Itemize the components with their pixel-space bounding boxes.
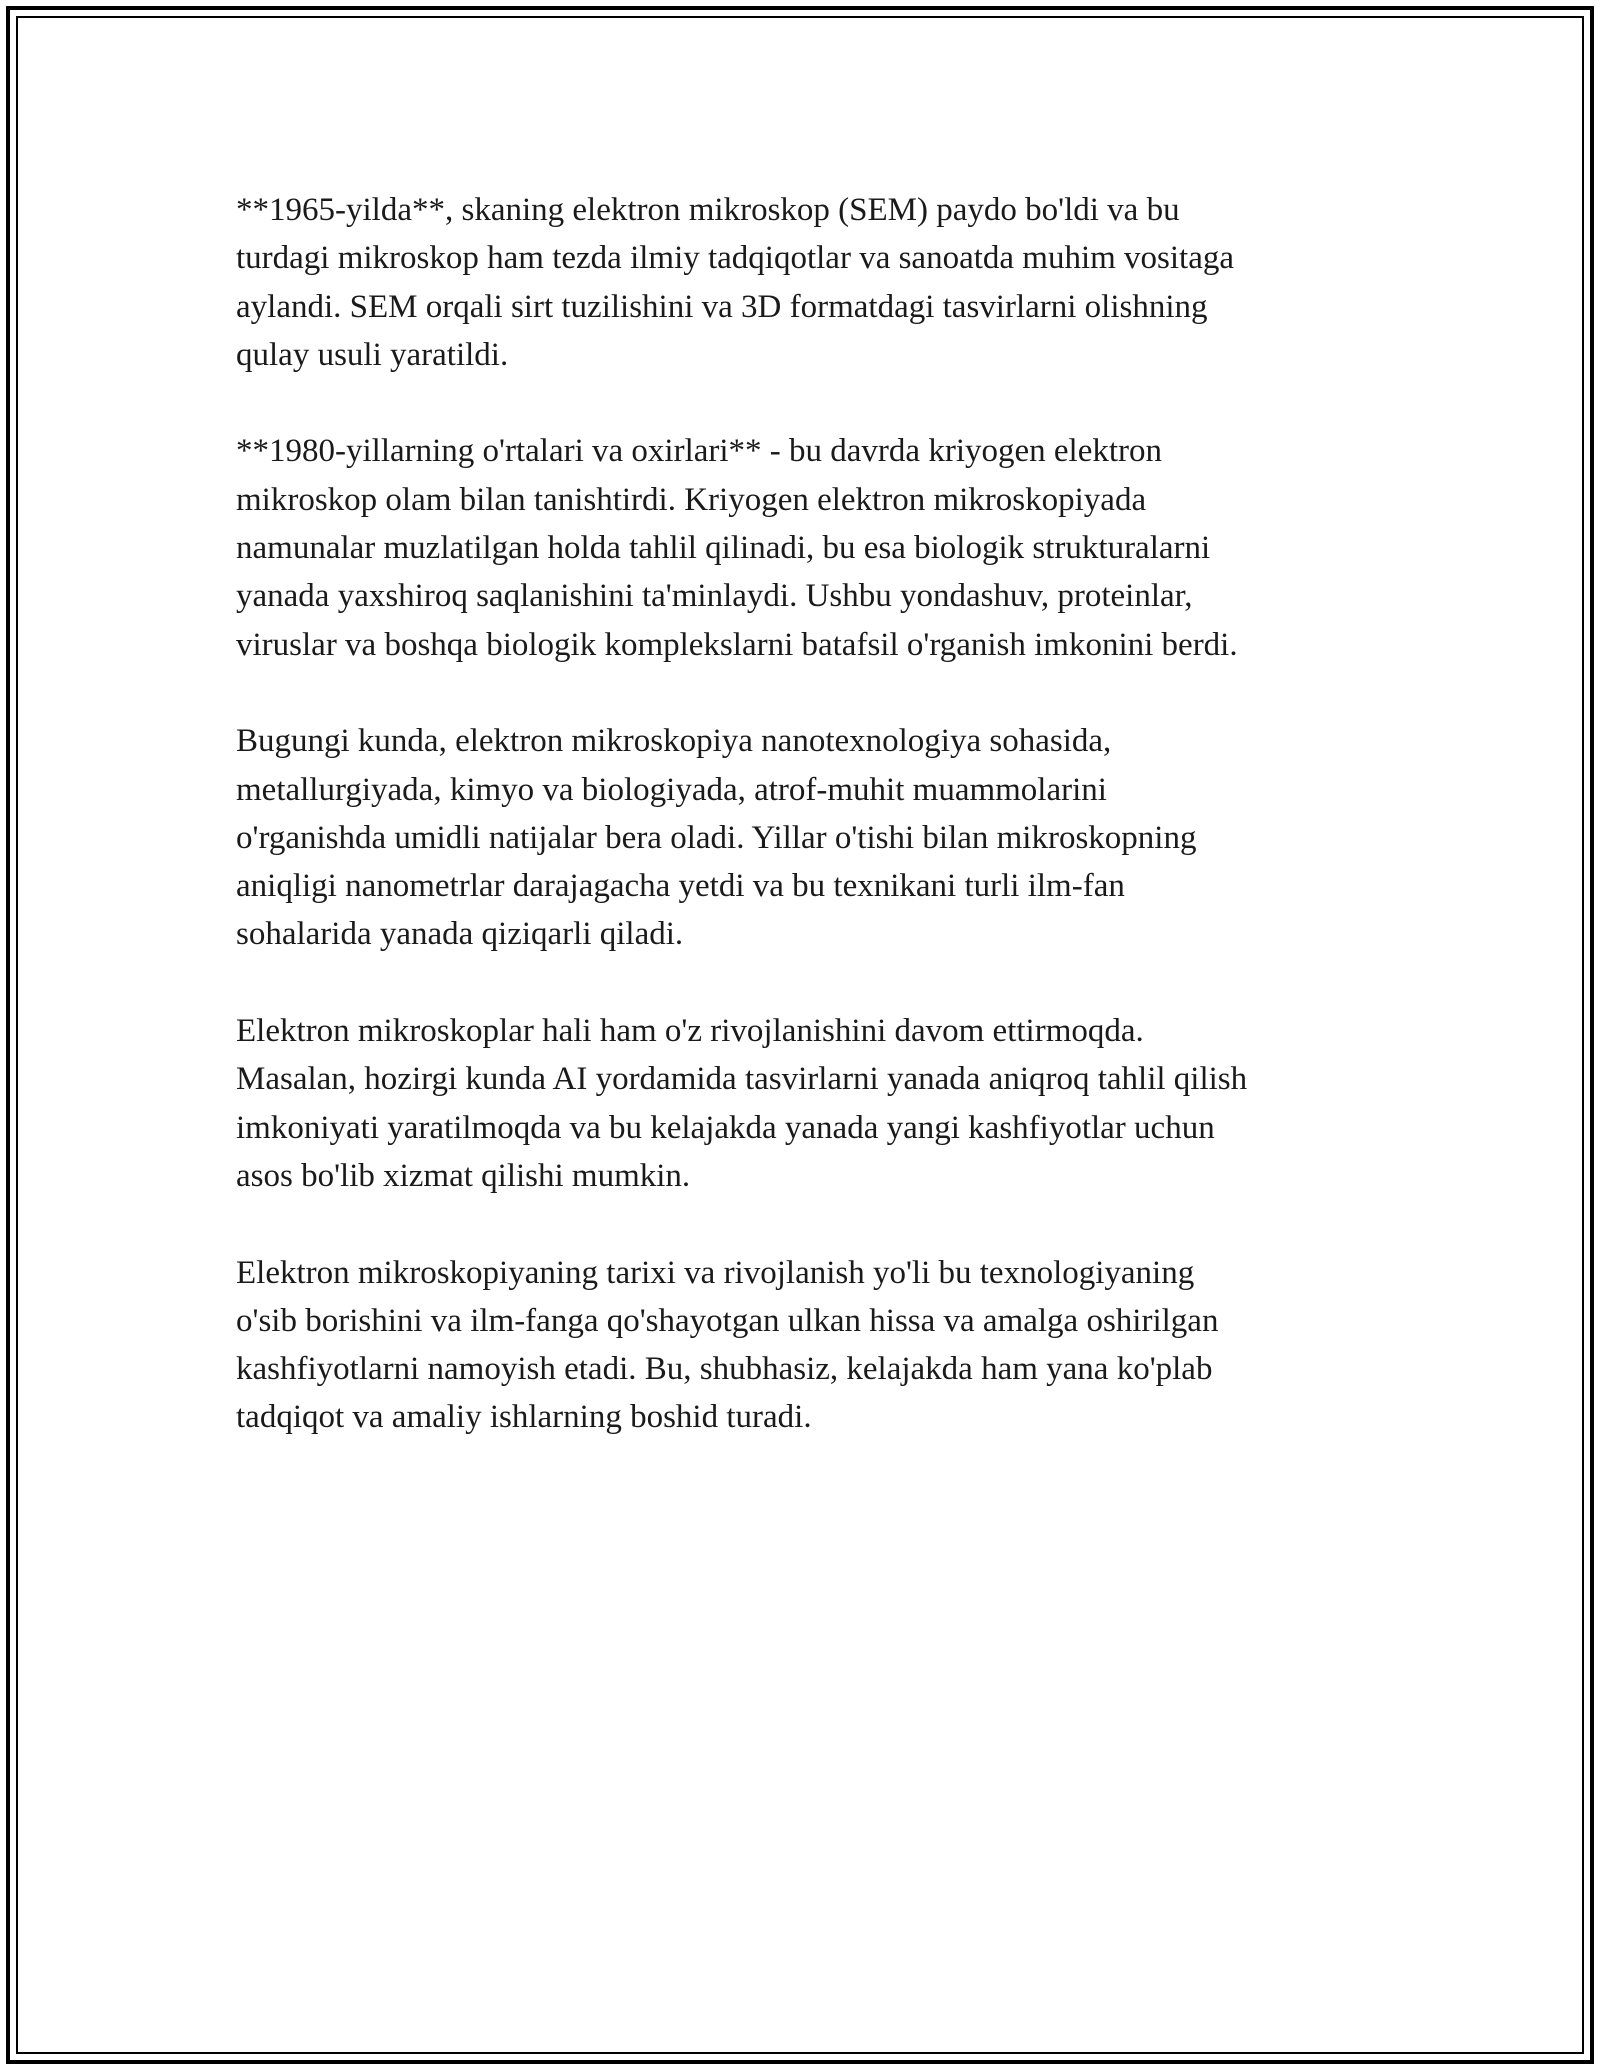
text-line: aniqligi nanometrlar darajagacha yetdi va bu texnikani turli ilm-fan: [236, 868, 1125, 905]
text-line: aylandi. SEM orqali sirt tuzilishini va 3D formatdagi tasvirlarni olishning: [236, 288, 1208, 325]
text-line: asos bo'lib xizmat qilishi mumkin.: [236, 1157, 691, 1194]
paragraph-sem-1965: [236, 186, 1376, 379]
paragraph-conclusion: [236, 1249, 1376, 1442]
text-line: turdagi mikroskop ham tezda ilmiy tadqiqotlar va sanoatda muhim vositaga: [236, 240, 1235, 277]
text-line: o'rganishda umidli natijalar bera oladi. Yillar o'tishi bilan mikroskopning: [236, 819, 1197, 856]
paragraph-ai: [236, 1007, 1376, 1200]
text-line: mikroskop olam bilan tanishtirdi. Kriyogen elektron mikroskopiyada: [236, 481, 1147, 518]
paragraph-cryo-1980s: [236, 427, 1376, 668]
text-line: **1965-yilda**, skaning elektron mikroskop (SEM) paydo bo'ldi va bu: [236, 192, 1180, 228]
text-line: qulay usuli yaratildi.: [236, 336, 509, 373]
paragraph-today: [236, 717, 1376, 958]
text-line: imkoniyati yaratilmoqda va bu kelajakda yanada yangi kashfiyotlar uchun: [236, 1109, 1215, 1146]
text-line: Bugungi kunda, elektron mikroskopiya nanotexnologiya sohasida,: [236, 723, 1112, 760]
text-line: Elektron mikroskopiyaning tarixi va rivojlanish yo'li bu texnologiyaning: [236, 1254, 1195, 1291]
document-body: [236, 186, 1376, 1490]
text-line: tadqiqot va amaliy ishlarning boshid turadi.: [236, 1399, 812, 1436]
text-line: metallurgiyada, kimyo va biologiyada, atrof-muhit muammolarini: [236, 771, 1107, 808]
text-line: kashfiyotlarni namoyish etadi. Bu, shubhasiz, kelajakda ham yana ko'plab: [236, 1351, 1213, 1388]
text-line: sohalarida yanada qiziqarli qiladi.: [236, 916, 684, 953]
text-line: o'sib borishini va ilm-fanga qo'shayotgan ulkan hissa va amalga oshirilgan: [236, 1302, 1219, 1339]
text-line: namunalar muzlatilgan holda tahlil qilinadi, bu esa biologik strukturalarni: [236, 530, 1211, 567]
text-line: Elektron mikroskoplar hali ham o'z rivojlanishini davom ettirmoqda.: [236, 1013, 1144, 1050]
text-line: yanada yaxshiroq saqlanishini ta'minlaydi. Ushbu yondashuv, proteinlar,: [236, 578, 1193, 615]
text-line: Masalan, hozirgi kunda AI yordamida tasvirlarni yanada aniqroq tahlil qilish: [236, 1061, 1248, 1098]
text-line: viruslar va boshqa biologik komplekslarni batafsil o'rganish imkonini berdi.: [236, 626, 1238, 663]
text-line: **1980-yillarning o'rtalari va oxirlari** - bu davrda kriyogen elektron: [236, 433, 1162, 470]
